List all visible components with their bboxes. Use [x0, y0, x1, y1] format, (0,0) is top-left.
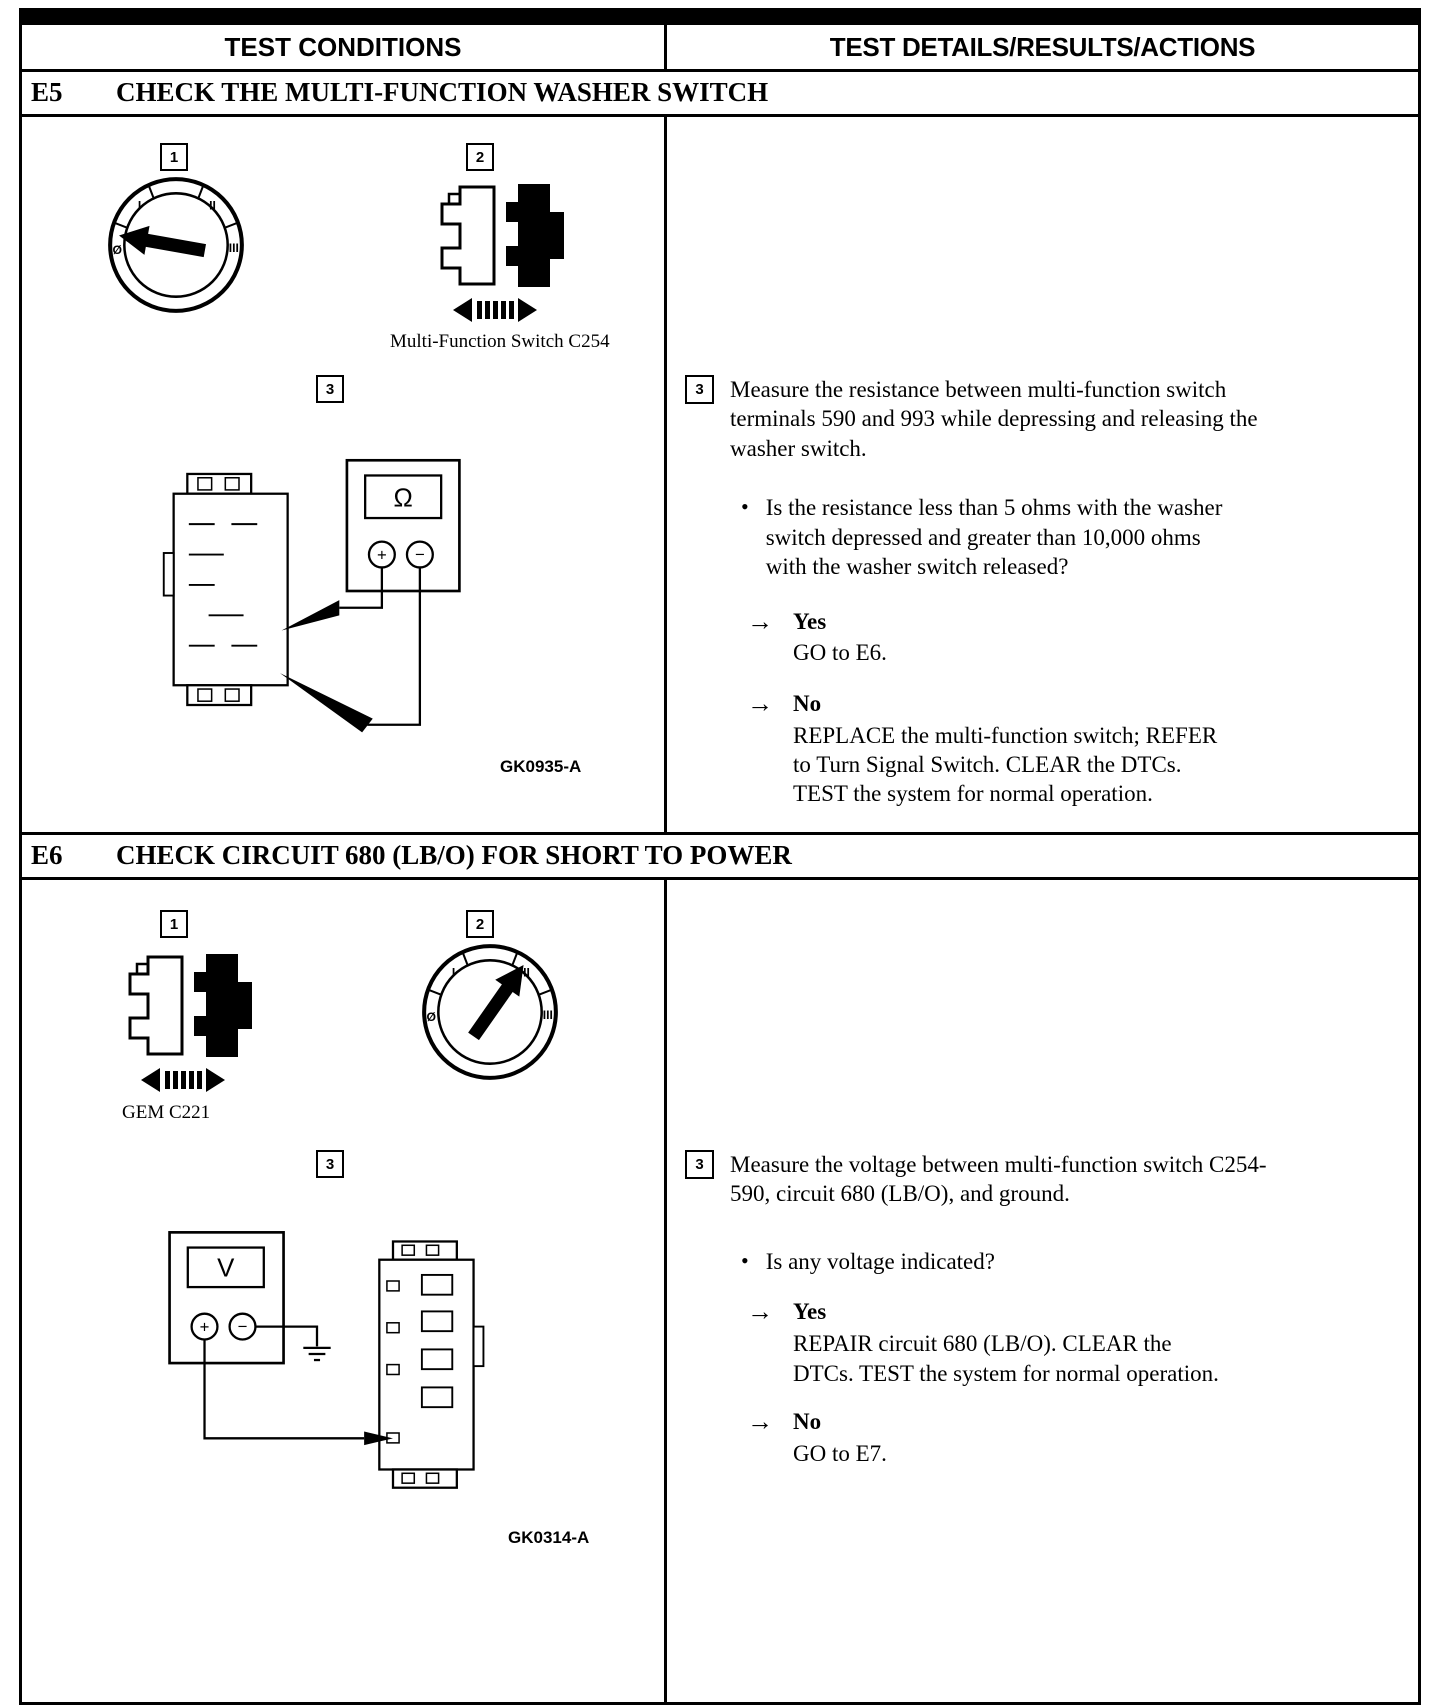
section-id-e6: E6: [31, 840, 63, 870]
column-header-row: [22, 25, 1418, 72]
test-conditions-header: TEST CONDITIONS: [22, 25, 667, 69]
disconnect-arrows-icon: [141, 1068, 225, 1092]
section-id-e5: E5: [31, 77, 63, 107]
test-details-header: TEST DETAILS/RESULTS/ACTIONS: [829, 32, 1256, 62]
arrow-icon: →: [747, 606, 773, 636]
section-header-e5: [22, 72, 1418, 117]
figure-label: GK0935-A: [500, 757, 582, 776]
multifunction-connector-diagram: [420, 172, 590, 327]
arrow-icon: →: [747, 688, 773, 718]
step-number-box: 3: [316, 1150, 344, 1178]
probe-tip: [280, 673, 373, 732]
connector-label: Multi-Function Switch C254: [390, 331, 610, 352]
step-number-box: 1: [160, 143, 188, 171]
measure-instruction-row: [685, 1150, 1390, 1209]
yes-action: REPAIR circuit 680 (LB/O). CLEAR the DTCs. TEST the system for normal operation.: [793, 1331, 1219, 1386]
svg-text:−: −: [414, 544, 425, 564]
test-details-cell-e5: [667, 117, 1418, 832]
gem-connector-diagram: [108, 942, 278, 1097]
no-label: No: [793, 1408, 822, 1434]
black-connector-half: [194, 954, 252, 1057]
volt-symbol: V: [217, 1254, 235, 1283]
step-number-box: 1: [160, 910, 188, 938]
yes-result-row: [747, 1298, 1390, 1388]
svg-text:I: I: [451, 965, 456, 980]
yes-result-row: [747, 608, 1390, 668]
svg-text:+: +: [376, 545, 387, 565]
black-connector-half: [506, 184, 564, 287]
yes-label: Yes: [793, 1299, 827, 1325]
svg-text:Ø: Ø: [112, 243, 122, 258]
question-row: [741, 1247, 1390, 1276]
svg-text:III: III: [228, 241, 239, 256]
disconnect-arrows-icon: [453, 298, 537, 322]
section-header-e6: [22, 835, 1418, 880]
step-number-box: 2: [466, 143, 494, 171]
ohmmeter-test-diagram: [140, 439, 490, 743]
probe-tip: [282, 600, 340, 630]
ignition-switch-off-diagram: [100, 169, 252, 321]
yes-label: Yes: [793, 608, 827, 634]
ohm-symbol: Ω: [393, 484, 413, 513]
test-details-cell-e6: [667, 880, 1418, 1702]
svg-text:I: I: [137, 198, 142, 213]
pinpoint-test-page: [19, 8, 1421, 1705]
arrow-icon: →: [747, 1297, 773, 1327]
svg-text:II: II: [209, 198, 216, 213]
no-result-row: [747, 690, 1390, 809]
measure-instruction: Measure the resistance between multi-function switch terminals 590 and 993 while depressing and releasing the washer switch.: [730, 377, 1258, 461]
svg-text:Ø: Ø: [426, 1010, 436, 1025]
arrow-icon: →: [747, 1406, 773, 1436]
connector-label: GEM C221: [122, 1102, 211, 1123]
no-label: No: [793, 690, 822, 716]
test-conditions-cell-e5: [22, 117, 667, 832]
question-row: [741, 493, 1390, 581]
step-number-box: 3: [685, 375, 714, 404]
bullet-icon: •: [741, 1247, 749, 1273]
section-title-e6: CHECK CIRCUIT 680 (LB/O) FOR SHORT TO POWER: [116, 840, 792, 870]
top-black-bar: [22, 11, 1418, 25]
svg-text:+: +: [199, 1317, 210, 1337]
voltmeter-test-diagram: [142, 1205, 492, 1509]
measure-instruction-row: [685, 375, 1390, 463]
test-conditions-cell-e6: [22, 880, 667, 1702]
no-action: GO to E7.: [793, 1440, 887, 1466]
section-title-e5: CHECK THE MULTI-FUNCTION WASHER SWITCH: [116, 77, 769, 107]
step-number-box: 3: [316, 375, 344, 403]
step-number-box: 3: [685, 1150, 714, 1179]
svg-text:II: II: [523, 965, 530, 980]
svg-text:III: III: [542, 1008, 553, 1023]
step-number-box: 2: [466, 910, 494, 938]
svg-text:−: −: [237, 1316, 248, 1336]
no-action: REPLACE the multi-function switch; REFER to Turn Signal Switch. CLEAR the DTCs. TEST the system for normal operation.: [793, 722, 1218, 807]
section-body-e5: [22, 117, 1418, 835]
ignition-switch-run-diagram: [414, 936, 566, 1088]
section-body-e6: [22, 880, 1418, 1702]
yes-action: GO to E6.: [793, 640, 887, 666]
question-text: Is any voltage indicated?: [765, 1248, 995, 1274]
gem-connector-face: [379, 1241, 483, 1487]
no-result-row: [747, 1408, 1390, 1468]
question-text: Is the resistance less than 5 ohms with the washer switch depressed and greater than 10,000 ohms with the washer switch released?: [765, 495, 1223, 580]
measure-instruction: Measure the voltage between multi-function switch C254-590, circuit 680 (LB/O), and ground.: [730, 1152, 1267, 1207]
bullet-icon: •: [741, 494, 749, 520]
figure-label: GK0314-A: [508, 1528, 590, 1547]
